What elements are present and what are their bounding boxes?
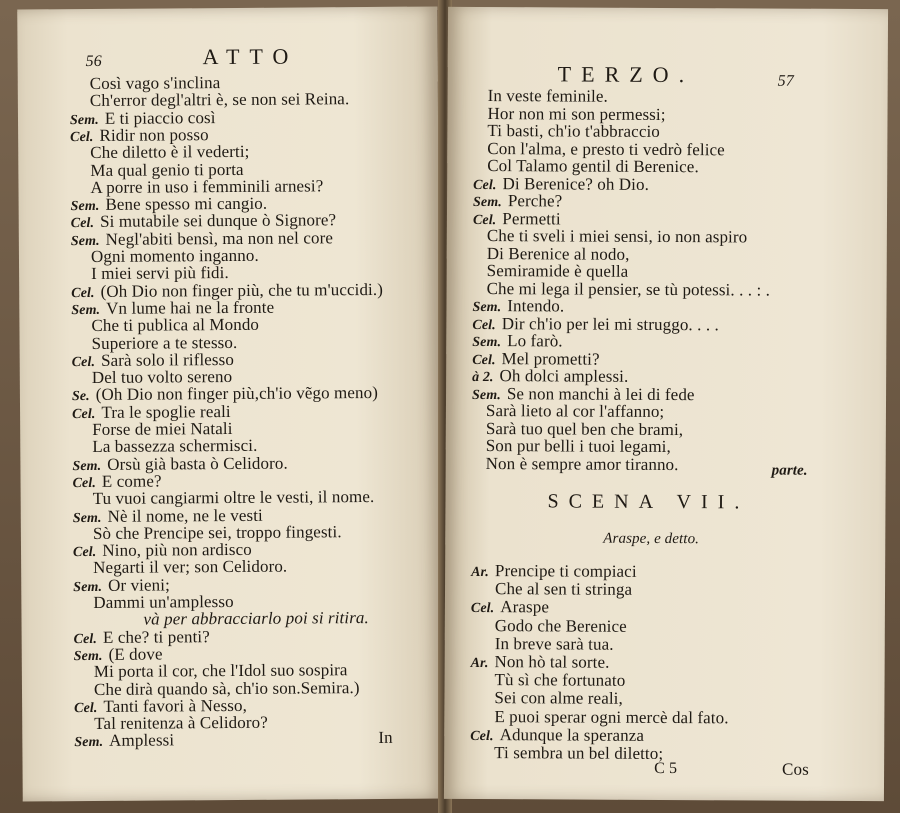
running-head: TERZO. <box>557 61 695 88</box>
speaker-label: Sem. <box>472 299 502 316</box>
speaker-label: Cel. <box>71 285 95 301</box>
line-text: I miei servi più fidi. <box>91 263 229 284</box>
text-line <box>494 689 622 708</box>
speaker-label: Sem. <box>71 302 101 318</box>
line-text: La bassezza schermisci. <box>92 436 258 457</box>
line-text: Ogni momento inganno. <box>90 245 259 266</box>
line-text: Che dirà quando sà, ch'io son.Semira.) <box>93 677 360 699</box>
line-text: Che ti sveli i miei sensi, io non aspiro <box>486 226 748 247</box>
catchword: In <box>378 727 393 747</box>
line-text: Araspe <box>500 597 550 617</box>
text-line <box>90 90 350 110</box>
line-text: Semiramide è quella <box>486 261 629 281</box>
line-text: Nino, più non ardisco <box>102 539 252 560</box>
speaker-label: Sem. <box>73 579 103 595</box>
line-text: E come? <box>101 471 162 491</box>
line-text: Permetti <box>502 208 561 228</box>
line-text: Godo che Berenice <box>494 615 627 636</box>
line-text: Ridir non posso <box>99 125 209 145</box>
speaker-label: Cel. <box>470 601 495 617</box>
line-text: Ti basti, ch'io t'abbraccio <box>487 121 660 141</box>
speaker-label: Cel. <box>472 317 496 333</box>
speaker-label: Cel. <box>72 475 96 491</box>
text-line <box>486 455 679 474</box>
line-text: Son pur belli i tuoi legami, <box>485 436 671 457</box>
line-text: In breve sarà tua. <box>494 633 614 654</box>
line-text: Sarà lieto al cor l'affanno; <box>485 401 665 421</box>
line-text: và per abbracciarlo poi si ritira. <box>143 608 369 629</box>
line-text: Non è sempre amor tiranno. <box>485 453 679 474</box>
line-text: Se non manchi à lei di fede <box>506 383 695 404</box>
line-text: Così vago s'inclina <box>89 73 221 93</box>
right-page <box>444 7 888 801</box>
line-text: Che diletto è il vederti; <box>90 142 250 163</box>
line-text: Col Talamo gentil di Berenice. <box>487 156 699 177</box>
line-text: Di Berenice? oh Dio. <box>502 173 649 194</box>
speaker-label: Se. <box>71 389 90 405</box>
line-text: Che ti publica al Mondo <box>91 314 260 336</box>
line-text: Oh dolci amplessi. <box>499 366 629 386</box>
speaker-label: Sem. <box>472 334 502 351</box>
running-head: ATTO <box>202 43 299 70</box>
speaker-label: Cel. <box>70 129 94 145</box>
line-text: Bene spesso mi cangio. <box>105 193 268 214</box>
text-line <box>74 732 174 753</box>
line-text: In veste feminile. <box>487 86 608 106</box>
speaker-label: Cel. <box>470 728 494 744</box>
speaker-label: Sem. <box>473 194 502 211</box>
speaker-label: à 2. <box>472 369 494 386</box>
speaker-label: Cel. <box>70 216 95 232</box>
line-text: Perche? <box>507 191 563 211</box>
speaker-label: Sem. <box>472 387 501 403</box>
line-text: Sò che Prencipe sei, troppo fingesti. <box>92 522 342 543</box>
text-line <box>495 617 627 636</box>
line-text: Del tuo volto sereno <box>91 367 233 388</box>
page-number: 57 <box>777 72 794 90</box>
speaker-label: Sem. <box>70 199 100 215</box>
line-text: Sei con alme reali, <box>494 688 623 709</box>
speaker-label: Sem. <box>69 112 99 128</box>
line-text: Che mi lega il pensier, se tù potessi. . . : . <box>486 278 771 300</box>
line-text: Negarti il ver; son Celidoro. <box>93 556 288 578</box>
speaker-label: Ar. <box>470 655 489 672</box>
line-text: Orsù già basta ò Celidoro. <box>107 453 288 474</box>
line-text: Di Berenice al nodo, <box>486 243 630 264</box>
line-text: Superiore a te stesso. <box>91 332 238 353</box>
line-text: Si mutabile sei dunque ò Signore? <box>100 210 337 232</box>
signature-mark: C 5 <box>654 759 678 778</box>
line-text: Che al sen ti stringa <box>494 579 633 600</box>
speaker-label: Cel. <box>72 545 97 561</box>
line-text: Nè il nome, ne le vesti <box>107 505 263 526</box>
line-text: Amplessi <box>109 730 175 751</box>
text-line <box>495 671 626 690</box>
line-text: Hor non mi son permessi; <box>487 103 666 124</box>
speaker-label: Cel. <box>73 631 98 647</box>
speaker-label: Cel. <box>472 352 496 368</box>
line-text: E ti piaccio così <box>104 107 216 128</box>
speaker-label: Sem. <box>70 233 100 249</box>
left-page <box>17 7 443 802</box>
text-line <box>494 708 728 727</box>
line-text: Sarà tuo quel ben che brami, <box>485 418 684 439</box>
line-text: Ma qual genio ti porta <box>90 159 244 180</box>
line-text: Tanti favori à Nesso, <box>103 695 247 716</box>
text-line <box>495 635 614 654</box>
speaker-label: Sem. <box>72 510 102 526</box>
line-text: Mi porta il cor, che l'Idol suo sospira <box>93 660 348 682</box>
text-line <box>94 714 268 733</box>
speaker-label: Cel. <box>473 177 497 193</box>
line-text: Vn lume hai ne la fronte <box>106 297 275 318</box>
line-text: Sarà solo il riflesso <box>100 349 234 370</box>
speaker-label: Cel. <box>472 212 497 228</box>
line-text: (Oh Dio non finger più,ch'io vẽgo meno) <box>95 383 379 405</box>
speaker-label: Sem. <box>73 648 103 664</box>
line-text: (E dove <box>108 644 163 664</box>
line-text: (Oh Dio non finger più, che tu m'uccidi.) <box>100 279 384 301</box>
scene-characters: Araspe, e detto. <box>603 530 700 548</box>
line-text: Negl'abiti bensì, ma non nel core <box>105 227 333 249</box>
scene-heading: SCENA VII. <box>547 490 750 514</box>
catchword: Cos <box>782 759 809 779</box>
line-text: Tu vuoi cangiarmi oltre le vesti, il nome. <box>92 487 375 509</box>
line-text: E puoi sperar ogni mercè dal fato. <box>494 706 729 727</box>
line-text: Or vieni; <box>107 575 170 595</box>
line-text: Forse de miei Natali <box>92 418 233 439</box>
text-line <box>494 744 663 763</box>
line-text: Mel prometti? <box>501 348 600 369</box>
text-line <box>495 580 632 599</box>
line-text: Lo farò. <box>507 331 563 351</box>
line-text: Prencipe ti compiaci <box>494 561 637 581</box>
line-text: E che? ti penti? <box>102 626 210 647</box>
line-text: Adunque la speranza <box>499 724 645 745</box>
page-number: 56 <box>85 52 102 70</box>
line-text: Dammi un'amplesso <box>93 591 234 612</box>
line-text: Non hò tal sorte. <box>494 652 610 672</box>
line-text: Tra le spoglie reali <box>101 401 231 422</box>
speaker-label: Ar. <box>471 564 489 581</box>
line-text: Con l'alma, e presto ti vedrò felice <box>487 138 725 159</box>
line-text: A porre in uso i femminili arnesi? <box>90 176 324 197</box>
line-text: Tù sì che fortunato <box>494 670 626 690</box>
line-text: Ti sembra un bel diletto; <box>494 743 664 763</box>
exit-note: parte. <box>771 462 808 479</box>
speaker-label: Cel. <box>74 700 98 716</box>
speaker-label: Cel. <box>72 406 96 422</box>
line-text: Intendo. <box>507 296 565 316</box>
speaker-label: Sem. <box>72 458 102 474</box>
line-text: Tal renitenza à Celidoro? <box>94 712 268 734</box>
line-text: Ch'error degl'altri è, se non sei Reina. <box>89 89 350 111</box>
speaker-label: Sem. <box>74 735 104 751</box>
speaker-label: Cel. <box>71 354 96 370</box>
line-text: Dir ch'io per lei mi struggo. . . . <box>501 313 719 334</box>
